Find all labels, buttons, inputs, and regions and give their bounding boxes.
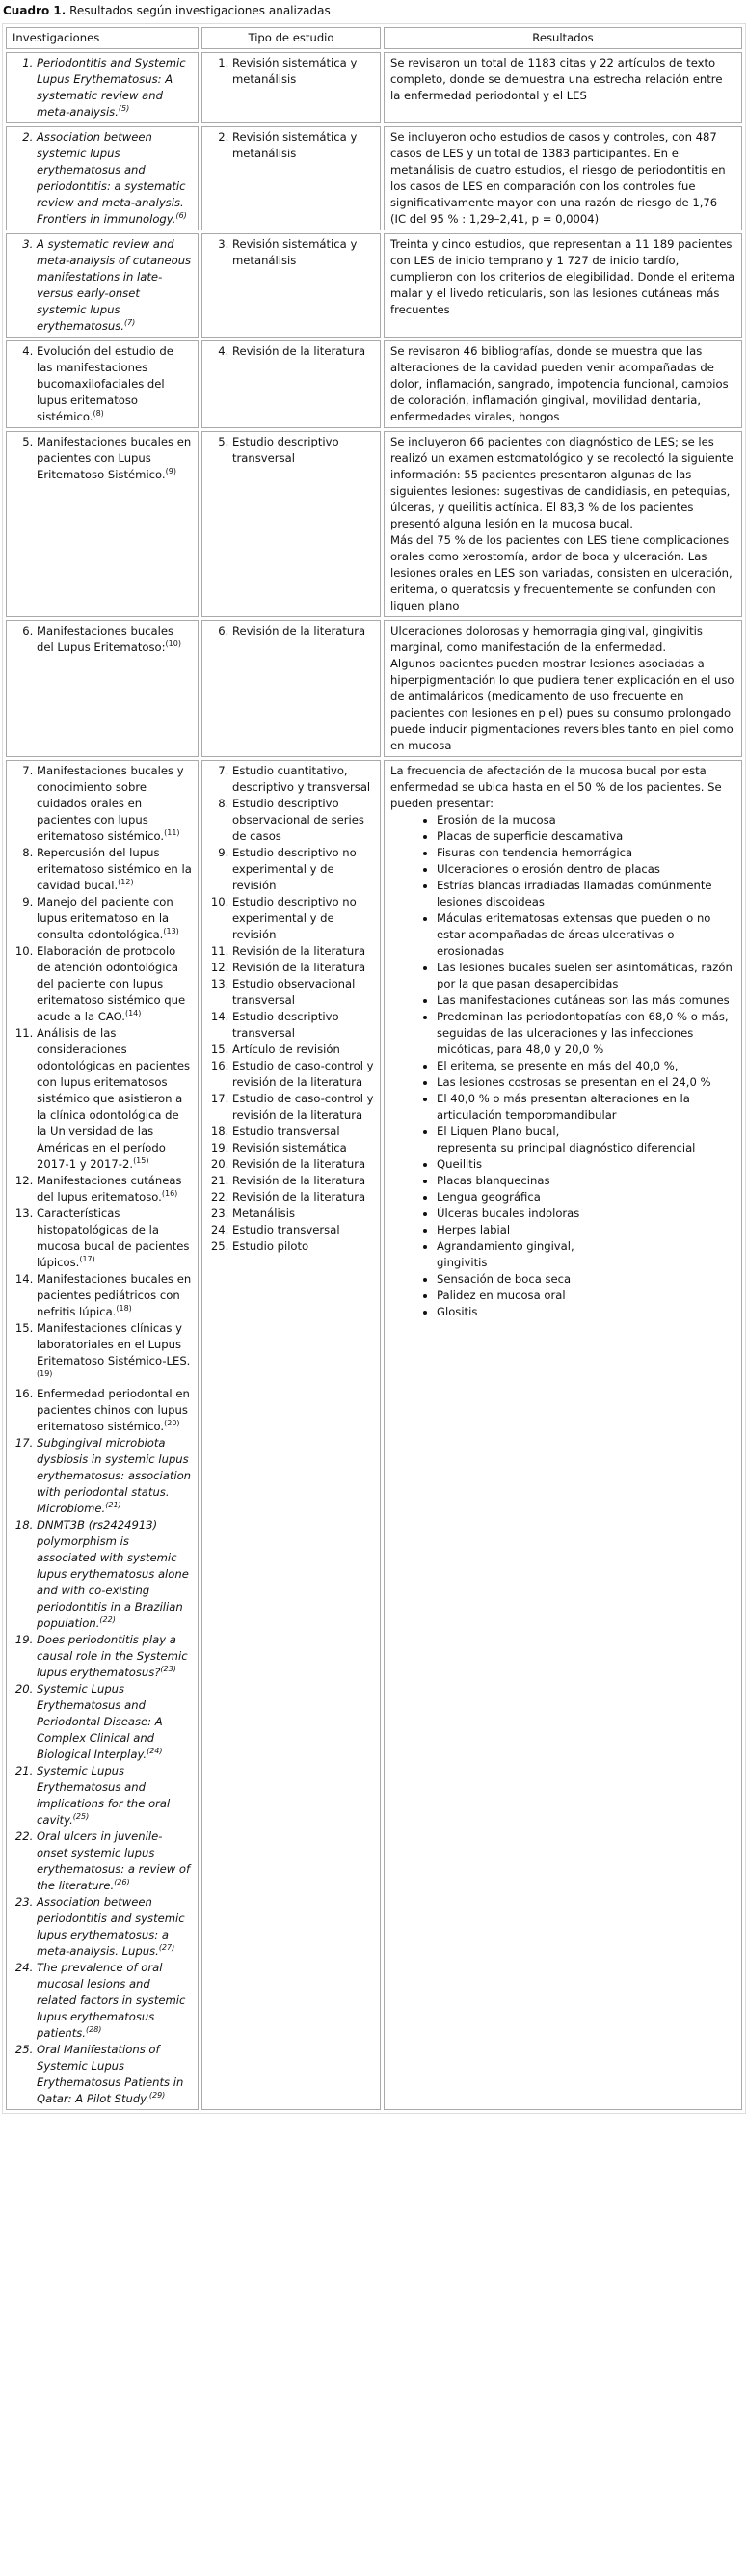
- table-row: [6, 126, 742, 230]
- investigation-title: Association between systemic lupus erythematosus and periodontitis: a systematic review and meta-analysis. Frontiers in immunology.: [37, 130, 186, 226]
- investigation-title: DNMT3B (rs2424913) polymorphism is associated with systemic lupus erythematosus alone and with co-existing periodontitis in a Brazilian population.: [37, 1518, 189, 1630]
- reference-number: (7): [123, 318, 136, 328]
- investigations-cell: [6, 233, 199, 338]
- result-bullet: • Las lesiones costrosas se presentan en el 24,0 %: [437, 1074, 735, 1091]
- investigations-cell: [6, 431, 199, 617]
- investigations-list: [13, 236, 192, 335]
- result-bullet: • El 40,0 % o más presentan alteraciones en la articulación temporomandibular: [437, 1091, 735, 1124]
- study-type-cell: [201, 126, 381, 230]
- investigation-title: Manifestaciones bucales y conocimiento sobre cuidados orales en pacientes con lupus eritematoso sistémico.: [37, 764, 184, 843]
- result-paragraph: Algunos pacientes pueden mostrar lesiones asociadas a hiperpigmentación lo que pudiera tener explicación en el uso de antimaláricos (medicamento de uso frecuente en pacientes con lesiones en piel) pues su consumo prolongado puede inducir pigmentaciones reversibles tanto en piel como en mucosa: [390, 657, 734, 752]
- investigation-item: [37, 1763, 192, 1829]
- investigation-title: Subgingival microbiota dysbiosis in systemic lupus erythematosus: association with periodontal status. Microbiome.: [37, 1436, 192, 1515]
- reference-number: (23): [160, 1665, 176, 1674]
- investigation-title: Manifestaciones clínicas y laboratoriales en el Lupus Eritematoso Sistémico-LES.: [37, 1321, 191, 1368]
- study-type-cell: [201, 340, 381, 428]
- investigation-item: [37, 943, 192, 1025]
- investigation-item: [37, 845, 192, 894]
- reference-number: (21): [105, 1501, 121, 1510]
- result-paragraph: Se incluyeron ocho estudios de casos y controles, con 487 casos de LES y un total de 1383 participantes. En el metanálisis de cuatro estudios, el riesgo de periodontitis en los casos de LES en comparación con los controles fue significativamente mayor con una razón de riesgo de 1,76 (IC del 95 % : 1,29–2,41, p = 0,0004): [390, 130, 726, 226]
- result-paragraph: Se revisaron 46 bibliografías, donde se muestra que las alteraciones de la cavidad pueden venir acompañadas de dolor, inflamación, sangrado, impotencia funcional, cambios de coloración, inflamación gingival, movilidad dentaria, enfermedades virales, hongos: [390, 344, 729, 423]
- result-bullet: • Las lesiones bucales suelen ser asintomáticas, razón por la que pasan desapercibidas: [437, 960, 735, 992]
- result-bullet: • Erosión de la mucosa: [437, 812, 735, 828]
- study-type-item: 21. Revisión de la literatura: [232, 1173, 374, 1189]
- investigation-item: [37, 236, 192, 335]
- reference-number: (14): [124, 1009, 142, 1018]
- reference-number: (12): [118, 878, 134, 887]
- study-type-cell: [201, 233, 381, 338]
- study-type-list: [208, 129, 374, 162]
- investigation-item: [37, 1320, 192, 1386]
- investigation-title: Repercusión del lupus eritematoso sistémico en la cavidad bucal.: [37, 846, 192, 892]
- header-tipo-estudio: Tipo de estudio: [201, 27, 381, 49]
- results-cell: [384, 340, 742, 428]
- investigation-title: Oral Manifestations of Systemic Lupus Erythematosus Patients in Qatar: A Pilot Study.: [37, 2043, 184, 2105]
- reference-number: (19): [37, 1369, 53, 1379]
- study-type-cell: [201, 620, 381, 757]
- reference-number: (25): [72, 1812, 90, 1822]
- result-bullet: • Palidez en mucosa oral: [437, 1288, 735, 1304]
- investigations-list: [13, 343, 192, 425]
- investigation-title: Periodontitis and Systemic Lupus Erythematosus: A systematic review and meta-analysis.: [37, 56, 186, 119]
- reference-number: (17): [79, 1255, 95, 1264]
- investigation-title: Enfermedad periodontal en pacientes chinos con lupus eritematoso sistémico.: [37, 1387, 190, 1433]
- investigation-title: Manejo del paciente con lupus eritematoso en la consulta odontológica.: [37, 895, 173, 941]
- table-row: [6, 340, 742, 428]
- investigation-title: Manifestaciones bucales en pacientes pediátricos con nefritis lúpica.: [37, 1272, 192, 1318]
- result-bullet: • Queilitis: [437, 1156, 735, 1173]
- result-bullet: • Ulceraciones o erosión dentro de placas: [437, 861, 735, 878]
- investigation-item: [37, 763, 192, 845]
- reference-number: (18): [116, 1304, 132, 1314]
- investigation-item: [37, 623, 192, 656]
- study-type-item: 25. Estudio piloto: [232, 1238, 374, 1255]
- result-bullet: • Herpes labial: [437, 1222, 735, 1238]
- study-type-item: 16. Estudio de caso-control y revisión de la literatura: [232, 1058, 374, 1091]
- results-cell: [384, 233, 742, 338]
- study-type-item: 7. Estudio cuantitativo, descriptivo y transversal: [232, 763, 374, 796]
- investigation-item: [37, 129, 192, 228]
- investigation-title: Manifestaciones bucales del Lupus Eritematoso:: [37, 624, 174, 654]
- study-type-item: 3. Revisión sistemática y metanálisis: [232, 236, 374, 269]
- investigation-item: [37, 1517, 192, 1632]
- result-bullet: • Glositis: [437, 1304, 735, 1320]
- study-type-item: 8. Estudio descriptivo observacional de series de casos: [232, 796, 374, 845]
- reference-number: (27): [158, 1943, 175, 1953]
- results-bullet-list: [390, 812, 735, 1320]
- table-row: [6, 760, 742, 2110]
- investigation-item: [37, 1681, 192, 1763]
- study-type-item: 10. Estudio descriptivo no experimental y de revisión: [232, 894, 374, 943]
- study-type-item: 5. Estudio descriptivo transversal: [232, 434, 374, 467]
- investigations-list: [13, 434, 192, 483]
- results-cell: [384, 431, 742, 617]
- study-type-list: [208, 434, 374, 467]
- investigation-item: [37, 1386, 192, 1435]
- investigation-title: Systemic Lupus Erythematosus and Periodontal Disease: A Complex Clinical and Biological Interplay.: [37, 1682, 163, 1761]
- result-bullet: • Fisuras con tendencia hemorrágica: [437, 845, 735, 861]
- reference-number: (8): [93, 409, 104, 419]
- study-type-cell: [201, 760, 381, 2110]
- reference-number: (22): [99, 1615, 116, 1625]
- reference-number: (15): [133, 1156, 149, 1166]
- study-type-item: 4. Revisión de la literatura: [232, 343, 374, 360]
- results-cell: [384, 620, 742, 757]
- result-bullet: • Lengua geográfica: [437, 1189, 735, 1206]
- investigation-item: [37, 55, 192, 121]
- reference-number: (26): [114, 1878, 130, 1887]
- investigation-item: [37, 1173, 192, 1206]
- investigation-item: [37, 1025, 192, 1173]
- result-bullet: • Agrandamiento gingival, gingivitis: [437, 1238, 735, 1271]
- study-type-item: 13. Estudio observacional transversal: [232, 976, 374, 1009]
- investigations-cell: [6, 52, 199, 123]
- study-type-cell: [201, 52, 381, 123]
- investigation-item: [37, 1632, 192, 1681]
- caption-label: Cuadro 1.: [3, 4, 67, 17]
- result-bullet: • Placas de superficie descamativa: [437, 828, 735, 845]
- reference-number: (6): [175, 211, 187, 221]
- reference-number: (24): [147, 1747, 163, 1756]
- result-paragraph: Ulceraciones dolorosas y hemorragia gingival, gingivitis marginal, como manifestación de la enfermedad.: [390, 624, 703, 654]
- investigation-title: Análisis de las consideraciones odontológicas en pacientes con lupus eritematosos sistémico que asistieron a la clínica odontológica de la Universidad de las Américas en el período 2017-1 y 2017-2.: [37, 1026, 191, 1171]
- result-bullet: • Las manifestaciones cutáneas son las más comunes: [437, 992, 735, 1009]
- study-type-item: 6. Revisión de la literatura: [232, 623, 374, 639]
- result-paragraph: La frecuencia de afectación de la mucosa bucal por esta enfermedad se ubica hasta en el 50 % de los pacientes. Se pueden presentar:: [390, 764, 722, 810]
- table-row: [6, 431, 742, 617]
- investigations-cell: [6, 760, 199, 2110]
- result-paragraph: Se revisaron un total de 1183 citas y 22 artículos de texto completo, donde se demuestra una estrecha relación entre la enfermedad periodontal y el LES: [390, 56, 723, 102]
- table-caption: [0, 0, 747, 23]
- result-bullet: • El Liquen Plano bucal, representa su principal diagnóstico diferencial: [437, 1124, 735, 1156]
- result-paragraph: Treinta y cinco estudios, que representan a 11 189 pacientes con LES de inicio temprano y 1 727 de inicio tardío, cumplieron con los criterios de elegibilidad. Donde el eritema malar y el livedo reticularis, son las lesiones cutáneas más frecuentes: [390, 237, 735, 316]
- reference-number: (9): [165, 467, 176, 476]
- result-bullet: • El eritema, se presente en más del 40,0 %,: [437, 1058, 735, 1074]
- reference-number: (28): [85, 2025, 102, 2035]
- investigation-title: A systematic review and meta-analysis of cutaneous manifestations in late-versus early-onset systemic lupus erythematosus.: [37, 237, 192, 333]
- investigations-list: [13, 763, 192, 2107]
- study-type-item: 15. Artículo de revisión: [232, 1042, 374, 1058]
- investigation-item: [37, 1894, 192, 1960]
- result-bullet: • Predominan las periodontopatías con 68,0 % o más, seguidas de las ulceraciones y las infecciones micóticas, para 48,0 y 20,0 %: [437, 1009, 735, 1058]
- reference-number: (13): [163, 927, 179, 936]
- results-cell: [384, 126, 742, 230]
- investigation-title: Evolución del estudio de las manifestaciones bucomaxilofaciales del lupus eritematoso sistémico.: [37, 344, 173, 423]
- investigations-list: [13, 55, 192, 121]
- study-type-item: 24. Estudio transversal: [232, 1222, 374, 1238]
- reference-number: (10): [165, 639, 181, 649]
- investigation-title: Manifestaciones bucales en pacientes con Lupus Eritematoso Sistémico.: [37, 435, 192, 481]
- investigations-cell: [6, 620, 199, 757]
- study-type-item: 14. Estudio descriptivo transversal: [232, 1009, 374, 1042]
- study-type-item: 12. Revisión de la literatura: [232, 960, 374, 976]
- result-bullet: • Placas blanquecinas: [437, 1173, 735, 1189]
- study-type-list: [208, 55, 374, 88]
- investigation-item: [37, 1206, 192, 1271]
- investigation-title: Association between periodontitis and systemic lupus erythematosus: a meta-analysis. Lupus.: [37, 1895, 185, 1958]
- investigations-cell: [6, 340, 199, 428]
- investigation-item: [37, 2042, 192, 2107]
- investigation-item: [37, 343, 192, 425]
- table-row: [6, 233, 742, 338]
- table-header-row: [6, 27, 742, 49]
- table-row: [6, 52, 742, 123]
- study-type-cell: [201, 431, 381, 617]
- investigations-cell: [6, 126, 199, 230]
- investigation-item: [37, 1829, 192, 1894]
- header-resultados: Resultados: [384, 27, 742, 49]
- result-bullet: • Úlceras bucales indoloras: [437, 1206, 735, 1222]
- results-table: [2, 23, 746, 2114]
- reference-number: (5): [118, 104, 130, 114]
- investigation-title: The prevalence of oral mucosal lesions and related factors in systemic lupus erythematosus patients.: [37, 1961, 186, 2040]
- reference-number: (20): [164, 1419, 180, 1428]
- study-type-item: 18. Estudio transversal: [232, 1124, 374, 1140]
- study-type-item: 22. Revisión de la literatura: [232, 1189, 374, 1206]
- header-investigaciones: Investigaciones: [6, 27, 199, 49]
- result-bullet: • Estrías blancas irradiadas llamadas comúnmente lesiones discoideas: [437, 878, 735, 910]
- study-type-item: 17. Estudio de caso-control y revisión de la literatura: [232, 1091, 374, 1124]
- study-type-list: [208, 343, 374, 360]
- investigation-item: [37, 894, 192, 943]
- result-bullet: • Máculas eritematosas extensas que pueden o no estar acompañadas de áreas ulcerativas o erosionadas: [437, 910, 735, 960]
- study-type-item: 20. Revisión de la literatura: [232, 1156, 374, 1173]
- study-type-item: 2. Revisión sistemática y metanálisis: [232, 129, 374, 162]
- study-type-item: 19. Revisión sistemática: [232, 1140, 374, 1156]
- investigation-title: Oral ulcers in juvenile-onset systemic lupus erythematosus: a review of the literature.: [37, 1830, 191, 1892]
- investigation-title: Características histopatológicas de la mucosa bucal de pacientes lúpicos.: [37, 1207, 190, 1269]
- results-cell: [384, 760, 742, 2110]
- investigation-item: [37, 1271, 192, 1320]
- result-paragraph: Se incluyeron 66 pacientes con diagnóstico de LES; se les realizó un examen estomatológico y se recolectó la siguiente información: 55 pacientes presentaron algunas de las siguientes lesiones: sugestivas de candidiasis, en petequias, úlceras, y queilitis actínica. El 83,3 % de los pacientes presentó alguna lesión en la mucosa bucal.: [390, 435, 734, 530]
- investigation-item: [37, 1960, 192, 2042]
- study-type-item: 11. Revisión de la literatura: [232, 943, 374, 960]
- study-type-item: 9. Estudio descriptivo no experimental y de revisión: [232, 845, 374, 894]
- investigation-title: Systemic Lupus Erythematosus and implications for the oral cavity.: [37, 1764, 171, 1827]
- results-cell: [384, 52, 742, 123]
- reference-number: (11): [164, 828, 180, 838]
- result-bullet: • Sensación de boca seca: [437, 1271, 735, 1288]
- investigation-title: Does periodontitis play a causal role in the Systemic lupus erythematosus?: [37, 1633, 188, 1679]
- reference-number: (29): [148, 2091, 166, 2101]
- study-type-item: 23. Metanálisis: [232, 1206, 374, 1222]
- result-paragraph: Más del 75 % de los pacientes con LES tiene complicaciones orales como xerostomía, ardor de boca y ulceración. Las lesiones orales en LES son variadas, consisten en ulceración, eritema, o queratosis y frecuentemente se confunden con liquen plano: [390, 533, 733, 612]
- investigation-item: [37, 434, 192, 483]
- investigations-list: [13, 129, 192, 228]
- investigations-list: [13, 623, 192, 656]
- investigation-title: Manifestaciones cutáneas del lupus eritematoso.: [37, 1174, 182, 1204]
- study-type-list: [208, 763, 374, 1255]
- study-type-list: [208, 623, 374, 639]
- caption-text: Resultados según investigaciones analizadas: [66, 4, 331, 17]
- study-type-item: 1. Revisión sistemática y metanálisis: [232, 55, 374, 88]
- reference-number: (16): [161, 1189, 178, 1199]
- investigation-item: [37, 1435, 192, 1517]
- investigation-title: Elaboración de protocolo de atención odontológica del paciente con lupus eritematoso sistémico que acude a la CAO.: [37, 944, 186, 1023]
- table-row: [6, 620, 742, 757]
- study-type-list: [208, 236, 374, 269]
